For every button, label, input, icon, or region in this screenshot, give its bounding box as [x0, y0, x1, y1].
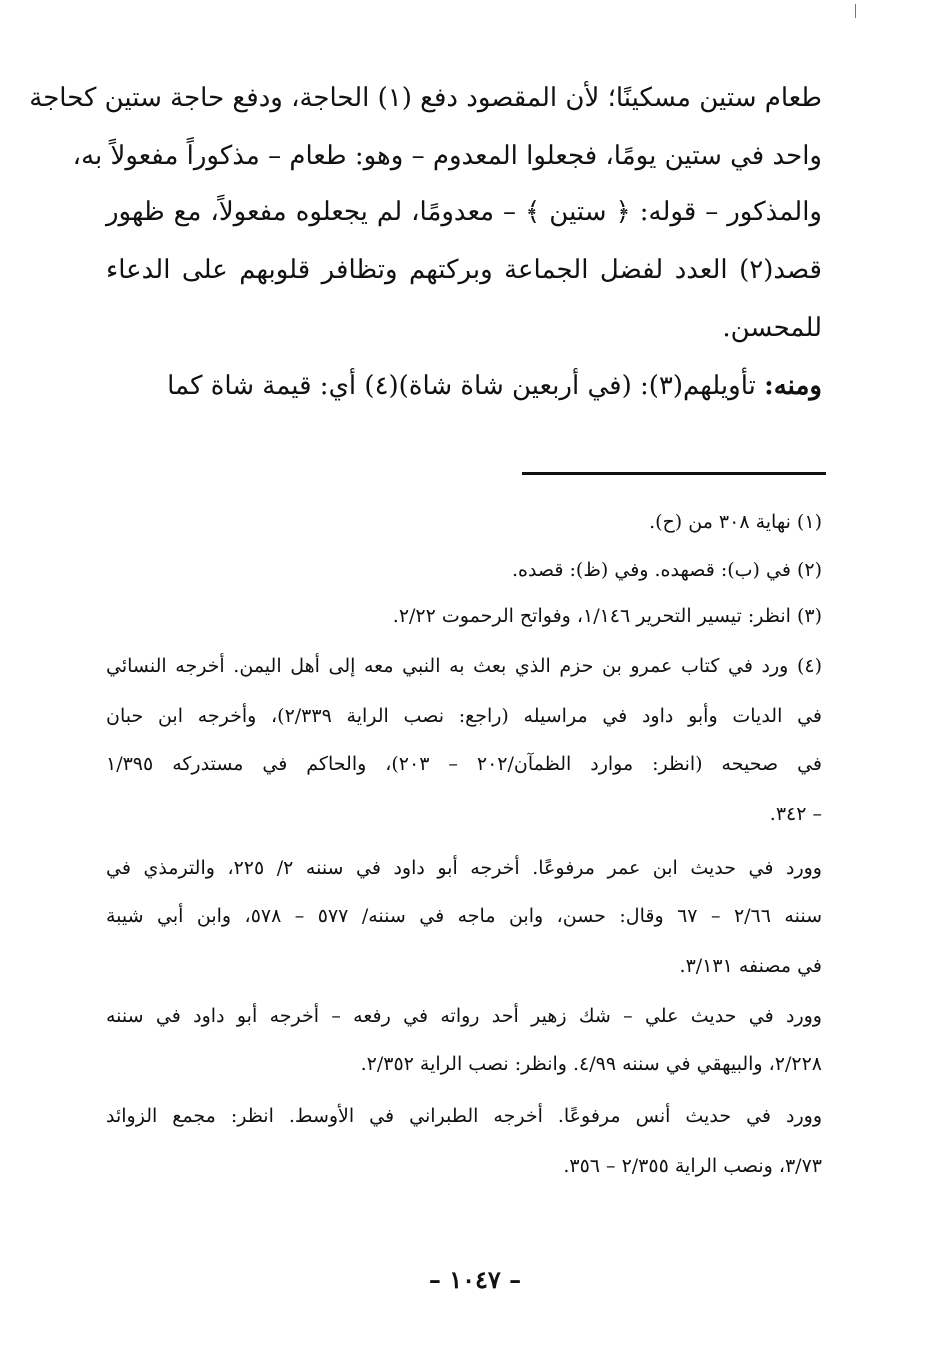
scan-mark: [855, 4, 856, 18]
footnote-3: (٣) انظر: تيسير التحرير ١/١٤٦، وفواتح الرحموت ٢/٢٢.: [392, 605, 822, 627]
footnote-4-line-6: سننه ٢/٦٦ – ٦٧ وقال: حسن، وابن ماجه في سننه/ ٥٧٧ – ٥٧٨، وابن أبي شيبة: [106, 905, 822, 927]
footnote-4-line-5: وورد في حديث ابن عمر مرفوعًا. أخرجه أبو داود في سننه ٢/ ٢٢٥، والترمذي في: [106, 857, 822, 879]
footnote-4-line-10: وورد في حديث أنس مرفوعًا. أخرجه الطبراني في الأوسط. انظر: مجمع الزوائد: [106, 1105, 822, 1127]
body-line-1: طعام ستين مسكينًا؛ لأن المقصود دفع (١) الحاجة، ودفع حاجة ستين كحاجة: [29, 83, 822, 113]
footnote-4-line-4: – ٣٤٢.: [769, 803, 822, 825]
footnote-4-line-3: في صحيحه (انظر: موارد الظمآن/٢٠٢ – ٢٠٣)، والحاكم في مستدركه ١/٣٩٥: [106, 753, 822, 775]
paragraph-text: تأويلهم(٣): (في أربعين شاة شاة)(٤) أي: قيمة شاة كما: [167, 371, 756, 401]
body-line-3: والمذكور – قوله: ﴿ ستين ﴾ – معدومًا، لم يجعلوه مفعولاً، مع ظهور: [106, 197, 822, 227]
body-line-6: [106, 366, 822, 406]
footnote-4-line-1: (٤) ورد في كتاب عمرو بن حزم الذي بعث به النبي معه إلى أهل اليمن. أخرجه النسائي: [106, 655, 822, 677]
footnote-4-line-2: في الديات وأبو داود في مراسيله (راجع: نصب الراية ٢/٣٣٩)، وأخرجه ابن حبان: [106, 705, 822, 727]
footnote-2: (٢) في (ب): قصهده. وفي (ظ): قصده.: [511, 559, 822, 581]
body-line-2: واحد في ستين يومًا، فجعلوا المعدوم – وهو: طعام – مذكوراً مفعولاً به،: [72, 141, 822, 171]
footnote-separator: [522, 472, 826, 475]
footnote-4-line-8: وورد في حديث علي – شك زهير أحد رواته في رفعه – أخرجه أبو داود في سننه: [106, 1005, 822, 1027]
footnote-4-line-11: ٣/٧٣، ونصب الراية ٢/٣٥٥ – ٣٥٦.: [563, 1155, 822, 1177]
body-line-5: للمحسن.: [722, 313, 822, 343]
paragraph-lead: ومنه:: [764, 371, 822, 401]
body-line-4: قصد(٢) العدد لفضل الجماعة وبركتهم وتظافر قلوبهم على الدعاء: [106, 255, 822, 285]
page-number: – ١٠٤٧ –: [428, 1265, 522, 1294]
footnote-4-line-7: في مصنفه ٣/١٣١.: [679, 955, 822, 977]
footnote-1: (١) نهاية ٣٠٨ من (ح).: [649, 511, 822, 533]
footnote-4-line-9: ٢/٢٢٨، والبيهقي في سننه ٤/٩٩. وانظر: نصب الراية ٢/٣٥٢.: [360, 1053, 822, 1075]
